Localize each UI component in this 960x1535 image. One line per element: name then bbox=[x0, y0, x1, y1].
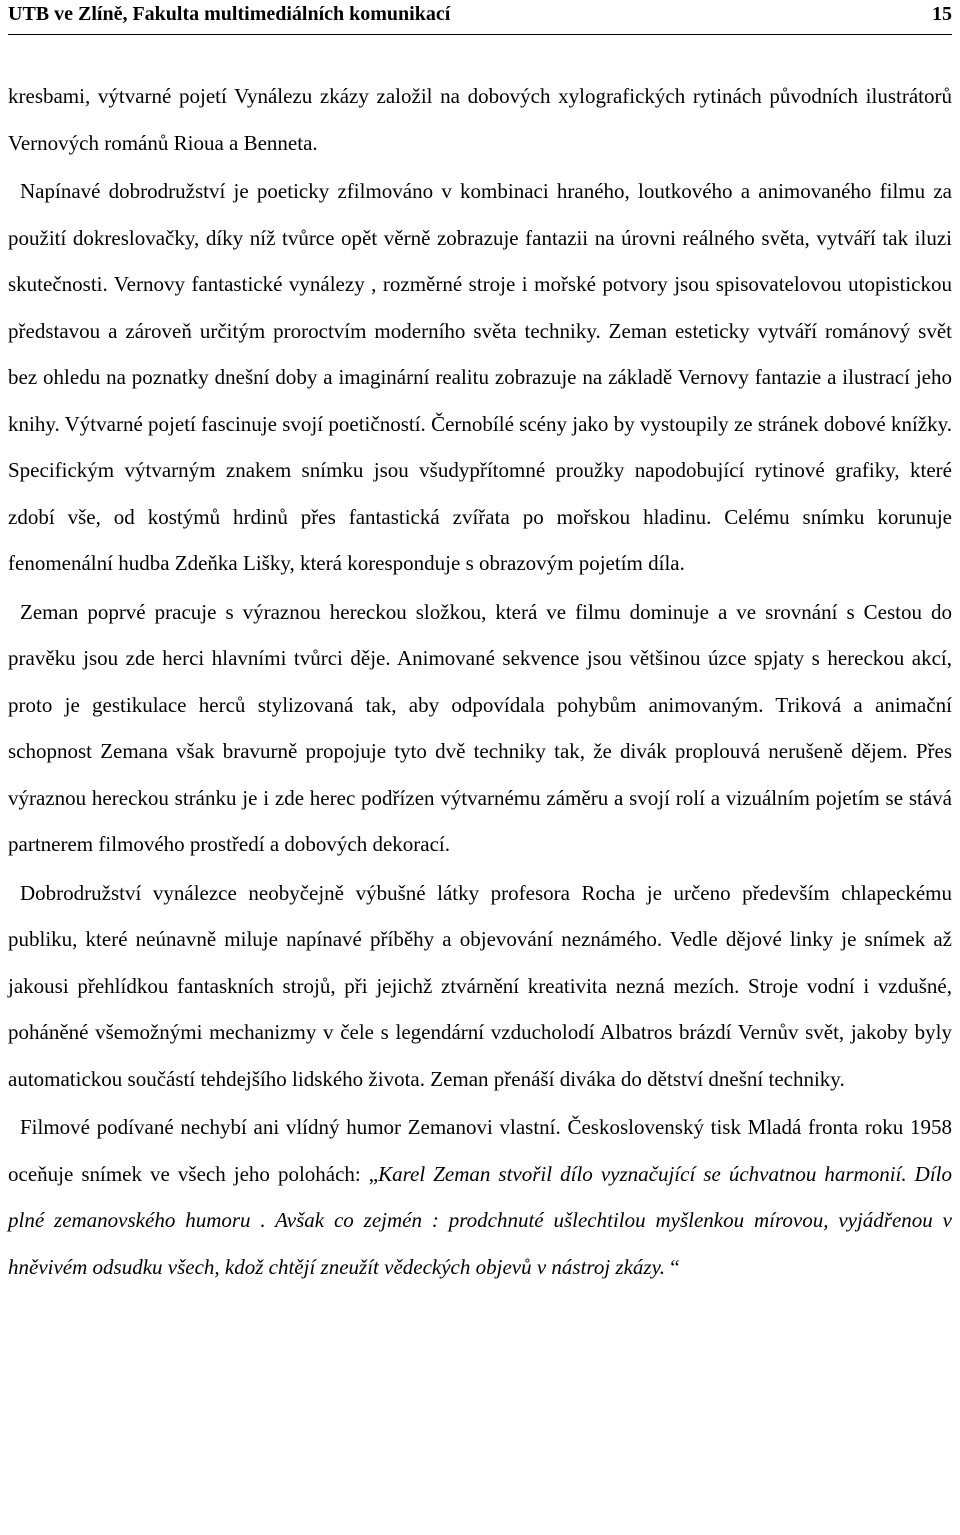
paragraph-1: kresbami, výtvarné pojetí Vynálezu zkázy založil na dobových xylografických rytinách původních ilustrátorů Vernových románů Rioua a Benneta. bbox=[8, 84, 952, 155]
paragraph-5-end: “ bbox=[665, 1254, 680, 1279]
paragraph-4: Dobrodružství vynálezce neobyčejně výbušné látky profesora Rocha je určeno především chlapeckému publiku, které neúnavně miluje napínavé příběhy a objevování neznámého. Vedle dějové linky je snímek až jakousi přehlídkou fantaskních strojů, při jejichž ztvárnění kreativita nezná mezích. Stroje vodní i vzdušné, poháněné všemožnými mechanizmy v čele s legendární vzducholodí Albatros brázdí Vernův svět, jakoby byly automatickou součástí tehdejšího lidského života. Zeman přenáší diváka do dětství dnešní techniky. bbox=[8, 880, 952, 1091]
document-body bbox=[8, 73, 952, 1290]
paragraph-3: Zeman poprvé pracuje s výraznou hereckou složkou, která ve filmu dominuje a ve srovnání s Cestou do pravěku jsou zde herci hlavními tvůrci děje. Animované sekvence jsou většinou úzce spjaty s hereckou akcí, proto je gestikulace herců stylizovaná tak, aby odpovídala pohybům animovaným. Triková a animační schopnost Zemana však bravurně propojuje tyto dvě techniky tak, že divák proplouvá nerušeně dějem. Přes výraznou hereckou stránku je i zde herec podřízen výtvarnému záměru a svojí rolí a vizuálním pojetím se stává partnerem filmového prostředí a dobových dekorací. bbox=[8, 599, 952, 856]
page-header bbox=[8, 0, 952, 35]
paragraph-2: Napínavé dobrodružství je poeticky zfilmováno v kombinaci hraného, loutkového a animovaného filmu za použití dokreslovačky, díky níž tvůrce opět věrně zobrazuje fantazii na úrovni reálného světa, vytváří tak iluzi skutečnosti. Vernovy fantastické vynálezy , rozměrné stroje i mořské potvory jsou spisovatelovou utopistickou představou a zároveň určitým proroctvím moderního světa techniky. Zeman esteticky vytváří románový svět bez ohledu na poznatky dnešní doby a imaginární realitu zobrazuje na základě Vernovy fantazie a ilustrací jeho knihy. Výtvarné pojetí fascinuje svojí poetičností. Černobílé scény jako by vystoupily ze stránek dobové knížky. Specifickým výtvarným znakem snímku jsou všudypřítomné proužky napodobující rytinové grafiky, které zdobí vše, od kostýmů hrdinů přes fantastická zvířata po mořskou hladinu. Celému snímku korunuje fenomenální hudba Zdeňka Lišky, která koresponduje s obrazovým pojetím díla. bbox=[8, 179, 952, 575]
paragraph-5-quote: Karel Zeman stvořil dílo vyznačující se úchvatnou harmonií. Dílo plné zemanovského humoru . Avšak co zejmén : prodchnuté ušlechtilou myšlenkou mírovou, vyjádřenou v hněvivém odsudku všech, kdož chtějí zneužít vědeckých objevů v nástroj zkázy. bbox=[8, 1161, 952, 1279]
header-title: UTB ve Zlíně, Fakulta multimediálních komunikací bbox=[8, 3, 451, 25]
paragraph-5 bbox=[8, 1104, 952, 1290]
paragraph-5-plain: Filmové podívané nechybí ani vlídný humor Zemanovi vlastní. Československý tisk Mladá fronta roku 1958 oceňuje snímek ve všech jeho polohách: „ bbox=[8, 1115, 952, 1186]
page-number: 15 bbox=[932, 3, 952, 25]
